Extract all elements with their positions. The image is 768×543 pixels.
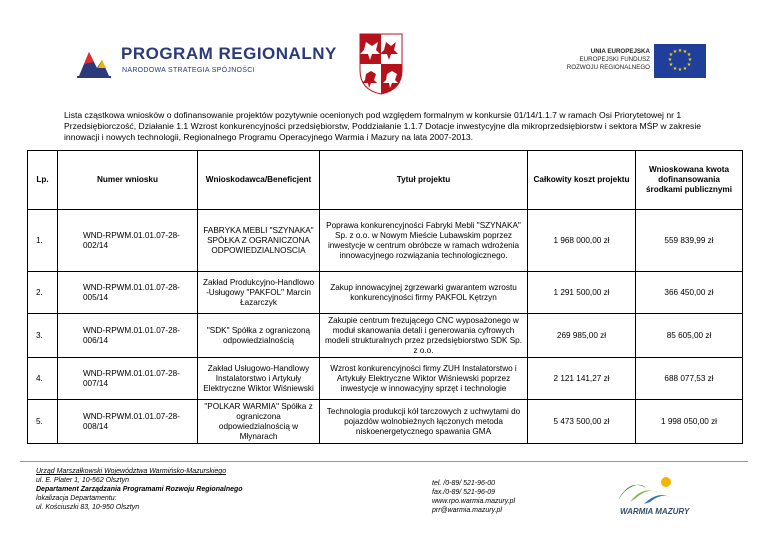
cell-numer: WND-RPWM.01.01.07-28-007/14 bbox=[58, 358, 198, 400]
table-header-row bbox=[28, 151, 743, 210]
header-wnioskodawca: Wnioskodawca/Beneficjent bbox=[198, 151, 320, 210]
svg-text:★: ★ bbox=[672, 66, 678, 72]
eu-line-1: UNIA EUROPEJSKA bbox=[590, 48, 650, 55]
cell-tytul: Poprawa konkurencyjności Fabryki Mebli "SZYNAKA" Sp. z o.o. w Nowym Mieście Lubawskim poprzez inwestycje w centrum obróbcze w ramach wdrożenia innowacyjnego rozwiązania technologicznego. bbox=[320, 210, 528, 272]
cell-koszt: 2 121 141,27 zł bbox=[528, 358, 636, 400]
footer-office: Urząd Marszałkowski Województwa Warmińsko-Mazurskiego bbox=[36, 468, 227, 475]
header-numer: Numer wniosku bbox=[58, 151, 198, 210]
cell-kwota: 1 998 050,00 zł bbox=[636, 400, 743, 444]
projects-table bbox=[27, 150, 743, 444]
cell-numer: WND-RPWM.01.01.07-28-002/14 bbox=[58, 210, 198, 272]
footer-tel: tel. /0-89/ 521-96-00 bbox=[432, 480, 496, 487]
svg-text:★: ★ bbox=[667, 57, 673, 63]
cell-wnioskodawca: Zakład Produkcyjno-Handlowo -Usługowy "PAKFOL" Marcin Łazarczyk bbox=[198, 272, 320, 314]
cell-kwota: 559 839,99 zł bbox=[636, 210, 743, 272]
header-kwota: Wnioskowana kwota dofinansowania środkami publicznymi bbox=[636, 151, 743, 210]
cell-wnioskodawca: "SDK" Spółka z ograniczoną odpowiedzialnością bbox=[198, 314, 320, 358]
warmia-mazury-mark-icon bbox=[610, 470, 690, 510]
cell-koszt: 5 473 500,00 zł bbox=[528, 400, 636, 444]
cell-koszt: 269 985,00 zł bbox=[528, 314, 636, 358]
table-row bbox=[28, 210, 743, 272]
cell-tytul: Zakup innowacyjnej zgrzewarki gwarantem wzrostu konkurencyjności firmy PAKFOL Kętrzyn bbox=[320, 272, 528, 314]
table-row bbox=[28, 358, 743, 400]
eu-flag-icon bbox=[654, 44, 706, 78]
svg-text:★: ★ bbox=[687, 57, 693, 63]
warmia-mazury-logo bbox=[610, 470, 690, 530]
cell-lp: 2. bbox=[28, 272, 58, 314]
footer-department: Departament Zarządzania Programami Rozwoju Regionalnego bbox=[36, 486, 243, 493]
svg-text:★: ★ bbox=[677, 48, 683, 54]
footer-location-label: lokalizacja Departamentu: bbox=[36, 495, 117, 502]
cell-tytul: Wzrost konkurencyjności firmy ZUH Instalatorstwo i Artykuły Elektryczne Wiktor Wiśniewski poprzez inwestycje w innowacyjny sprzęt i technologie bbox=[320, 358, 528, 400]
table-row bbox=[28, 314, 743, 358]
cell-wnioskodawca: FABRYKA MEBLI "SZYNAKA" SPÓŁKA Z OGRANICZONA ODPOWIEDZIALNOSCIA bbox=[198, 210, 320, 272]
table-row bbox=[28, 272, 743, 314]
cell-wnioskodawca: Zakład Usługowo-Handlowy Instalatorstwo i Artykuły Elektryczne Wiktor Wiśniewski bbox=[198, 358, 320, 400]
svg-text:★: ★ bbox=[677, 67, 683, 73]
svg-text:★: ★ bbox=[668, 52, 674, 58]
program-regionalny-logo bbox=[75, 40, 337, 85]
cell-tytul: Technologia produkcji kół tarczowych z uchwytami do pojazdów wolnobieżnych łączonych metoda niskoenergetycznego spawania GMA bbox=[320, 400, 528, 444]
cell-numer: WND-RPWM.01.01.07-28-008/14 bbox=[58, 400, 198, 444]
cell-kwota: 85 605,00 zł bbox=[636, 314, 743, 358]
cell-lp: 5. bbox=[28, 400, 58, 444]
table-row bbox=[28, 400, 743, 444]
svg-text:★: ★ bbox=[668, 62, 674, 68]
region-logo-text: WARMIA MAZURY bbox=[620, 507, 690, 516]
header-tytul: Tytuł projektu bbox=[320, 151, 528, 210]
svg-text:★: ★ bbox=[686, 62, 692, 68]
cell-numer: WND-RPWM.01.01.07-28-005/14 bbox=[58, 272, 198, 314]
cell-koszt: 1 968 000,00 zł bbox=[528, 210, 636, 272]
svg-text:★: ★ bbox=[686, 52, 692, 58]
eu-label bbox=[530, 48, 650, 72]
cell-tytul: Zakupie centrum frezującego CNC wyposażonego w moduł skanowania detali i generowania cyfrowych modeli strukturalnych przez przedsiębiorstwo SDK Sp. z o.o. bbox=[320, 314, 528, 358]
footer-contact bbox=[432, 479, 515, 515]
header-lp: Lp. bbox=[28, 151, 58, 210]
svg-text:★: ★ bbox=[682, 49, 688, 55]
cell-kwota: 366 450,00 zł bbox=[636, 272, 743, 314]
cell-lp: 3. bbox=[28, 314, 58, 358]
cell-wnioskodawca: "POLKAR WARMIA" Spółka z ograniczona odpowiedzialnością w Młynarach bbox=[198, 400, 320, 444]
eu-line-3: ROZWOJU REGIONALNEGO bbox=[566, 64, 650, 71]
header-koszt: Całkowity koszt projektu bbox=[528, 151, 636, 210]
cell-koszt: 1 291 500,00 zł bbox=[528, 272, 636, 314]
footer-divider bbox=[20, 461, 748, 462]
program-subtitle: NARODOWA STRATEGIA SPÓJNOŚCI bbox=[122, 67, 255, 74]
cell-lp: 4. bbox=[28, 358, 58, 400]
footer-address-1: ul. E. Plater 1, 10-562 Olsztyn bbox=[36, 477, 129, 484]
footer-address-2: ul. Kościuszki 83, 10-950 Olsztyn bbox=[36, 504, 140, 511]
footer-www-link[interactable]: www.rpo.warmia.mazury.pl bbox=[432, 498, 516, 505]
cell-kwota: 688 077,53 zł bbox=[636, 358, 743, 400]
program-regionalny-mark-icon bbox=[75, 42, 113, 80]
eu-line-2: EUROPEJSKI FUNDUSZ bbox=[579, 56, 650, 63]
svg-text:★: ★ bbox=[682, 66, 688, 72]
coat-of-arms-icon bbox=[358, 32, 404, 96]
cell-lp: 1. bbox=[28, 210, 58, 272]
footer-email-link[interactable]: prr@warmia.mazury.pl bbox=[432, 507, 502, 514]
program-title: PROGRAM REGIONALNY bbox=[121, 44, 337, 63]
svg-text:★: ★ bbox=[672, 49, 678, 55]
cell-numer: WND-RPWM.01.01.07-28-006/14 bbox=[58, 314, 198, 358]
intro-paragraph: Lista cząstkowa wniosków o dofinansowanie projektów pozytywnie ocenionych pod względem formalnym w konkursie 01/14/1.1.7 w ramach Osi Priorytetowej nr 1 Przedsiębiorczość, Działanie 1.1 Wzrost konkurencyjności przedsiębiorstw, Poddziałanie 1.1.7 Dotacje inwestycyjne dla mikroprzedsiębiorstw i sektora MŚP w zakresie innowacji i nowych technologii, Regionalnego Programu Operacyjnego Warmia i Mazury na lata 2007-2013. bbox=[64, 110, 702, 142]
footer-address bbox=[36, 467, 243, 512]
footer-fax: fax./0-89/ 521-96-09 bbox=[432, 489, 496, 496]
